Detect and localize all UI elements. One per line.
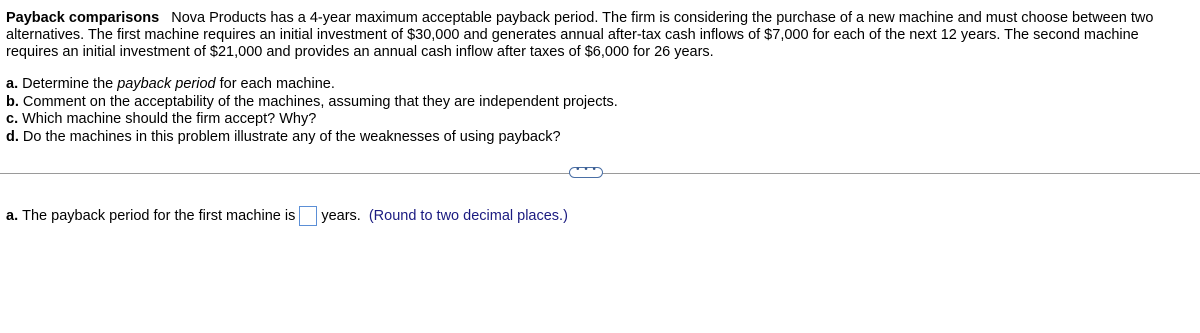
question-part-a	[6, 76, 618, 94]
question-part-c	[6, 111, 618, 129]
question-parts-list	[6, 76, 618, 146]
part-emphasis: payback period	[117, 76, 216, 92]
expand-more-button[interactable]	[569, 167, 603, 178]
problem-statement	[6, 10, 1194, 61]
part-letter: b.	[6, 93, 19, 110]
payback-period-input[interactable]	[299, 206, 317, 226]
part-text: Which machine should the firm accept? Why?	[22, 111, 317, 127]
part-text: Do the machines in this problem illustrate any of the weaknesses of using payback?	[22, 128, 561, 145]
answer-unit: years.	[321, 208, 361, 224]
problem-text: Nova Products has a 4-year maximum acceptable payback period. The firm is considering the purchase of a new machine and must choose between two alternatives. The first machine requires an initial investment of $30,000 and generates annual after-tax cash inflows of $7,000 for each of the next 12 years. The second machine requires an initial investment of $21,000 and provides an annual cash inflow after taxes of $6,000 for 26 years.	[6, 10, 1154, 60]
answer-letter: a.	[6, 208, 19, 224]
part-text: Determine the	[22, 76, 118, 92]
part-letter: d.	[6, 128, 19, 145]
question-part-b	[6, 94, 618, 112]
part-letter: c.	[6, 111, 19, 127]
rounding-hint: (Round to two decimal places.)	[368, 208, 568, 224]
problem-title: Payback comparisons	[6, 10, 160, 26]
part-text-end: for each machine.	[215, 76, 335, 92]
answer-prompt: The payback period for the first machine is	[22, 208, 296, 224]
question-part-d	[6, 129, 618, 147]
part-text: Comment on the acceptability of the machines, assuming that they are independent projects.	[22, 93, 618, 110]
answer-row	[6, 206, 568, 226]
part-letter: a.	[6, 76, 19, 92]
ellipsis-icon: • • •	[575, 165, 597, 175]
